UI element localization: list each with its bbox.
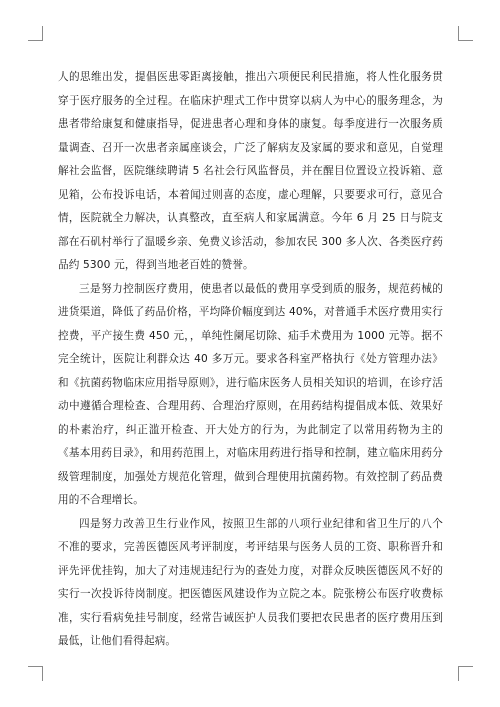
document-body (58, 66, 443, 654)
paragraph-cost-control: 三是努力控制医疗费用，使患者以最低的费用享受到质的服务，规范药械的进货渠道，降低了药品价格，平均降价幅度到达 40%，对普通手术医疗费用实行控费，平产接生费 450 元，，单纯性阑尾切除、疝手术费用为 1000 元等。据不完全统计，医院让利群众达 40 多万元。要求各科室严格执行《处方管理办法》和《抗菌药物临床应用指导原则》，进行临床医务人员相关知识的培训，在诊疗活动中遵循合理检查、合理用药、合理治疗原则，在用药结构提倡成本低、效果好的朴素治疗，纠正滥开检查、开大处方的行为，为此制定了以常用药物为主的《基本用药目录》，和用药范围上，对临床用药进行指导和控制，建立临床用药分级管理制度，加强处方规范化管理，做到合理使用抗菌药物。有效控制了药品费用的不合理增长。 (58, 282, 443, 506)
paragraph-continuation: 人的思维出发，提倡医患零距离接触，推出六项便民利民措施，将人性化服务贯穿于医疗服务的全过程。在临床护理式工作中贯穿以病人为中心的服务理念，为患者带给康复和健康指导，促进患者心理和身体的康复。每季度进行一次服务质量调查、召开一次患者亲属座谈会，广泛了解病友及家属的要求和意见，自觉理解社会监督，医院继续聘请 5 名社会行风监督员，并在醒目位置设立投诉箱、意见箱，公布投诉电话，本着闻过则喜的态度，虚心理解，只要要求可行，意见合情，医院就全力解决，认真整改，直至病人和家属满意。今年 6 月 25 日与院支部在石矶村举行了温暖乡亲、免费义诊活动，参加农民 300 多人次、各类医疗药品约 5300 元，得到当地老百姓的赞誉。 (58, 71, 443, 271)
crop-mark-top-right (458, 26, 473, 41)
crop-mark-top-left (28, 26, 43, 41)
crop-mark-bottom-left (28, 666, 43, 681)
paragraph-work-style: 四是努力改善卫生行业作风，按照卫生部的八项行业纪律和省卫生厅的八个不准的要求，完善医德医风考评制度，考评结果与医务人员的工资、职称晋升和评先评优挂钩，加大了对违规违纪行为的查处力度，对群众反映医德医风不好的实行一次投诉待岗制度。把医德医风建设作为立院之本。院张榜公布医疗收费标准，实行看病免挂号制度，经常告诫医护人员我们要把农民患者的医疗费用压到最低，让他们看得起病。 (58, 517, 443, 647)
crop-mark-bottom-right (458, 666, 473, 681)
